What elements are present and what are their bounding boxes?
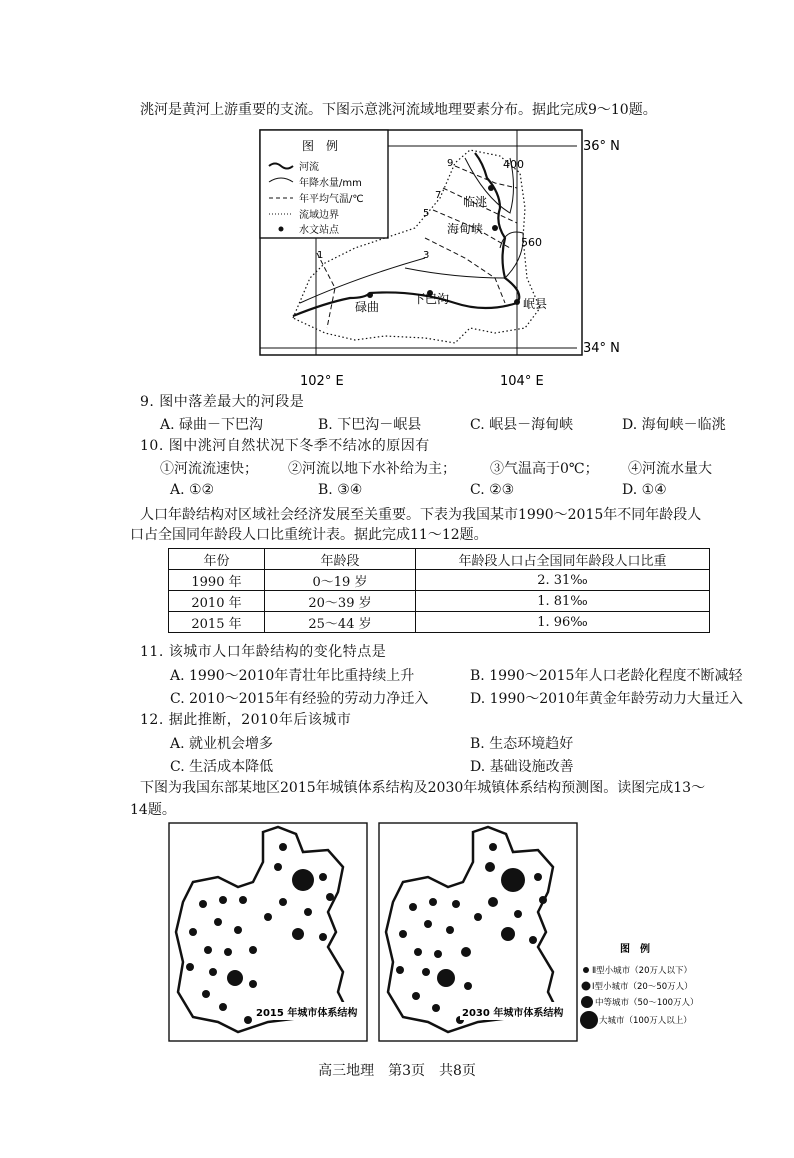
q11-option-d[interactable]: D. 1990～2010年黄金年龄劳动力大量迁入	[470, 691, 743, 707]
q10-statement-3: ③气温高于0℃；	[490, 461, 599, 477]
city-dot	[326, 893, 334, 901]
q10-statement-1: ①河流流速快；	[160, 461, 258, 477]
table-cell: 0～19 岁	[265, 570, 416, 591]
q10-option-c[interactable]: C. ②③	[470, 482, 515, 498]
lat-36-label: 36° N	[583, 139, 620, 154]
q11-12-intro-line2: 口占全国同年龄段人口比重统计表。据此完成11～12题。	[130, 527, 488, 543]
city-dot	[529, 936, 537, 944]
city-dot	[202, 990, 210, 998]
table-header: 年份	[169, 549, 265, 570]
q11-option-c[interactable]: C. 2010～2015年有经验的劳动力净迁入	[170, 691, 429, 707]
city-legend-title: 图 例	[620, 944, 650, 955]
table-cell: 1. 81‰	[416, 591, 710, 612]
large-city-icon	[580, 1011, 598, 1029]
city-dot	[501, 927, 515, 941]
q12-stem: 12. 据此推断，2010年后该城市	[140, 712, 352, 728]
city-dot	[464, 982, 472, 990]
q10-option-a[interactable]: A. ①②	[170, 482, 215, 498]
q12-option-b[interactable]: B. 生态环境趋好	[470, 736, 574, 752]
q13-14-intro-line2: 14题。	[130, 802, 176, 818]
q9-option-c[interactable]: C. 岷县－海甸峡	[470, 417, 574, 433]
q12-option-a[interactable]: A. 就业机会增多	[170, 736, 274, 752]
q11-option-a[interactable]: A. 1990～2010年青壮年比重持续上升	[170, 668, 415, 684]
city-dot	[485, 862, 495, 872]
table-row	[169, 612, 710, 633]
q10-stem: 10. 图中洮河自然状况下冬季不结冰的原因有	[140, 438, 430, 454]
q9-option-b[interactable]: B. 下巴沟－岷县	[318, 417, 422, 433]
station-minxian	[514, 299, 520, 305]
city-dot	[292, 869, 314, 891]
city-dot	[219, 896, 227, 904]
map-2030-label: 2030 年城市体系结构	[462, 1008, 564, 1019]
city-dot	[488, 897, 498, 907]
region-outline	[176, 827, 348, 1032]
map-legend-title: 图 例	[302, 139, 339, 153]
city-dot	[501, 868, 525, 892]
label-xiabagou: 下巴沟	[413, 292, 450, 306]
q10-option-d[interactable]: D. ①④	[622, 482, 667, 498]
lon-104-label: 104° E	[500, 374, 544, 389]
city-dot	[199, 900, 207, 908]
city-dot	[186, 963, 194, 971]
q11-12-intro-line1: 人口年龄结构对区域社会经济发展至关重要。下表为我国某市1990～2015年不同年龄段人	[140, 507, 702, 523]
legend-small-city-ii: Ⅱ型小城市（20万人以下）	[592, 966, 693, 976]
legend-small-city-i: Ⅰ型小城市（20～50万人）	[592, 982, 693, 992]
lon-102-label: 102° E	[300, 374, 344, 389]
isotherm-label-5: 5	[423, 208, 430, 219]
city-dot	[429, 898, 437, 906]
station-legend-icon	[279, 227, 284, 232]
city-dot	[319, 873, 327, 881]
table-cell: 20～39 岁	[265, 591, 416, 612]
label-haidianxia: 海甸峡	[447, 222, 484, 236]
label-lintao: 临洮	[463, 195, 488, 209]
table-cell: 1. 96‰	[416, 612, 710, 633]
table-header: 年龄段人口占全国同年龄段人口比重	[416, 549, 710, 570]
city-dot	[239, 896, 247, 904]
city-dot	[432, 1004, 440, 1012]
legend-large-city: 大城市（100万人以上）	[599, 1016, 692, 1026]
legend-river: 河流	[299, 162, 319, 173]
city-dot	[209, 968, 217, 976]
city-dot	[292, 928, 304, 940]
city-dot	[474, 913, 482, 921]
legend-temp: 年平均气温/℃	[299, 194, 364, 205]
region-outline	[386, 827, 558, 1032]
city-system-map-2015	[168, 822, 368, 1042]
q9-option-a[interactable]: A. 碌曲－下巴沟	[160, 417, 264, 433]
population-table	[168, 548, 710, 633]
city-dot	[424, 920, 432, 928]
isotherm-label-7: 7	[435, 190, 442, 201]
city-dot	[279, 898, 287, 906]
city-system-map-2030	[378, 822, 578, 1042]
city-dot	[414, 948, 422, 956]
city-dot	[446, 926, 454, 934]
city-size-legend	[578, 940, 728, 1030]
q11-stem: 11. 该城市人口年龄结构的变化特点是	[140, 644, 387, 660]
city-dot	[461, 947, 471, 957]
q12-option-d[interactable]: D. 基础设施改善	[470, 759, 574, 775]
isohyet-label-400: 400	[503, 158, 524, 171]
city-dot	[539, 896, 547, 904]
station-lintao	[488, 185, 494, 191]
station-haidianxia	[492, 225, 498, 231]
city-dot	[304, 908, 312, 916]
city-dot	[437, 969, 455, 987]
city-dot	[244, 1016, 252, 1024]
isohyet-label-560: 560	[521, 236, 542, 249]
taohe-basin-map	[255, 128, 625, 390]
q10-statement-4: ④河流水量大	[628, 461, 712, 477]
table-cell: 25～44 岁	[265, 612, 416, 633]
table-cell: 2. 31‰	[416, 570, 710, 591]
label-minxian: 岷县	[523, 297, 548, 311]
table-cell: 2010 年	[169, 591, 265, 612]
city-dot	[274, 863, 282, 871]
legend-boundary: 流域边界	[299, 210, 339, 221]
city-dot	[227, 970, 243, 986]
city-dot	[489, 843, 497, 851]
city-dot	[214, 918, 222, 926]
city-dot	[399, 930, 407, 938]
isotherm-1	[317, 253, 335, 328]
isotherm-label-1: 1	[317, 250, 324, 261]
city-dot	[434, 950, 442, 958]
city-dot	[219, 1003, 227, 1011]
city-dot	[534, 873, 542, 881]
city-dot	[264, 913, 272, 921]
city-dot	[204, 946, 212, 954]
q11-option-b[interactable]: B. 1990～2015年人口老龄化程度不断减轻	[470, 668, 743, 684]
label-luqu: 碌曲	[355, 300, 380, 314]
map-2015-label: 2015 年城市体系结构	[256, 1008, 358, 1019]
table-row	[169, 570, 710, 591]
isotherm-label-9: 9	[447, 158, 454, 169]
table-cell: 1990 年	[169, 570, 265, 591]
table-row	[169, 591, 710, 612]
q9-10-intro: 洮河是黄河上游重要的支流。下图示意洮河流域地理要素分布。据此完成9～10题。	[140, 102, 657, 118]
legend-station: 水文站点	[299, 225, 339, 236]
q9-stem: 9. 图中落差最大的河段是	[140, 394, 305, 410]
isotherm-label-3: 3	[423, 250, 430, 261]
q12-option-c[interactable]: C. 生活成本降低	[170, 759, 274, 775]
city-dot	[279, 843, 287, 851]
city-dot	[224, 948, 232, 956]
city-dot	[409, 903, 417, 911]
station-luqu	[367, 292, 373, 298]
q10-statement-2: ②河流以地下水补给为主；	[288, 461, 456, 477]
table-header-row	[169, 549, 710, 570]
table-header: 年龄段	[265, 549, 416, 570]
lat-34-label: 34° N	[583, 341, 620, 356]
legend-precip: 年降水量/mm	[299, 178, 362, 189]
city-dot	[319, 933, 327, 941]
small-city-ii-icon	[583, 967, 589, 973]
small-city-i-icon	[582, 982, 591, 991]
city-dot	[412, 992, 420, 1000]
city-dot	[422, 968, 430, 976]
city-dot	[249, 980, 257, 988]
q13-14-intro-line1: 下图为我国东部某地区2015年城镇体系结构及2030年城镇体系结构预测图。读图完成13～	[140, 780, 706, 796]
q9-option-d[interactable]: D. 海甸峡－临洮	[622, 417, 726, 433]
legend-medium-city: 中等城市（50～100万人）	[595, 998, 699, 1008]
city-dot	[249, 946, 257, 954]
page-footer: 高三地理 第3页 共8页	[318, 1063, 476, 1079]
medium-city-icon	[581, 996, 593, 1008]
city-dot	[452, 900, 460, 908]
table-cell: 2015 年	[169, 612, 265, 633]
city-dot	[514, 910, 522, 918]
city-dot	[396, 966, 404, 974]
q10-option-b[interactable]: B. ③④	[318, 482, 363, 498]
city-dot	[189, 928, 197, 936]
city-dot	[234, 926, 242, 934]
